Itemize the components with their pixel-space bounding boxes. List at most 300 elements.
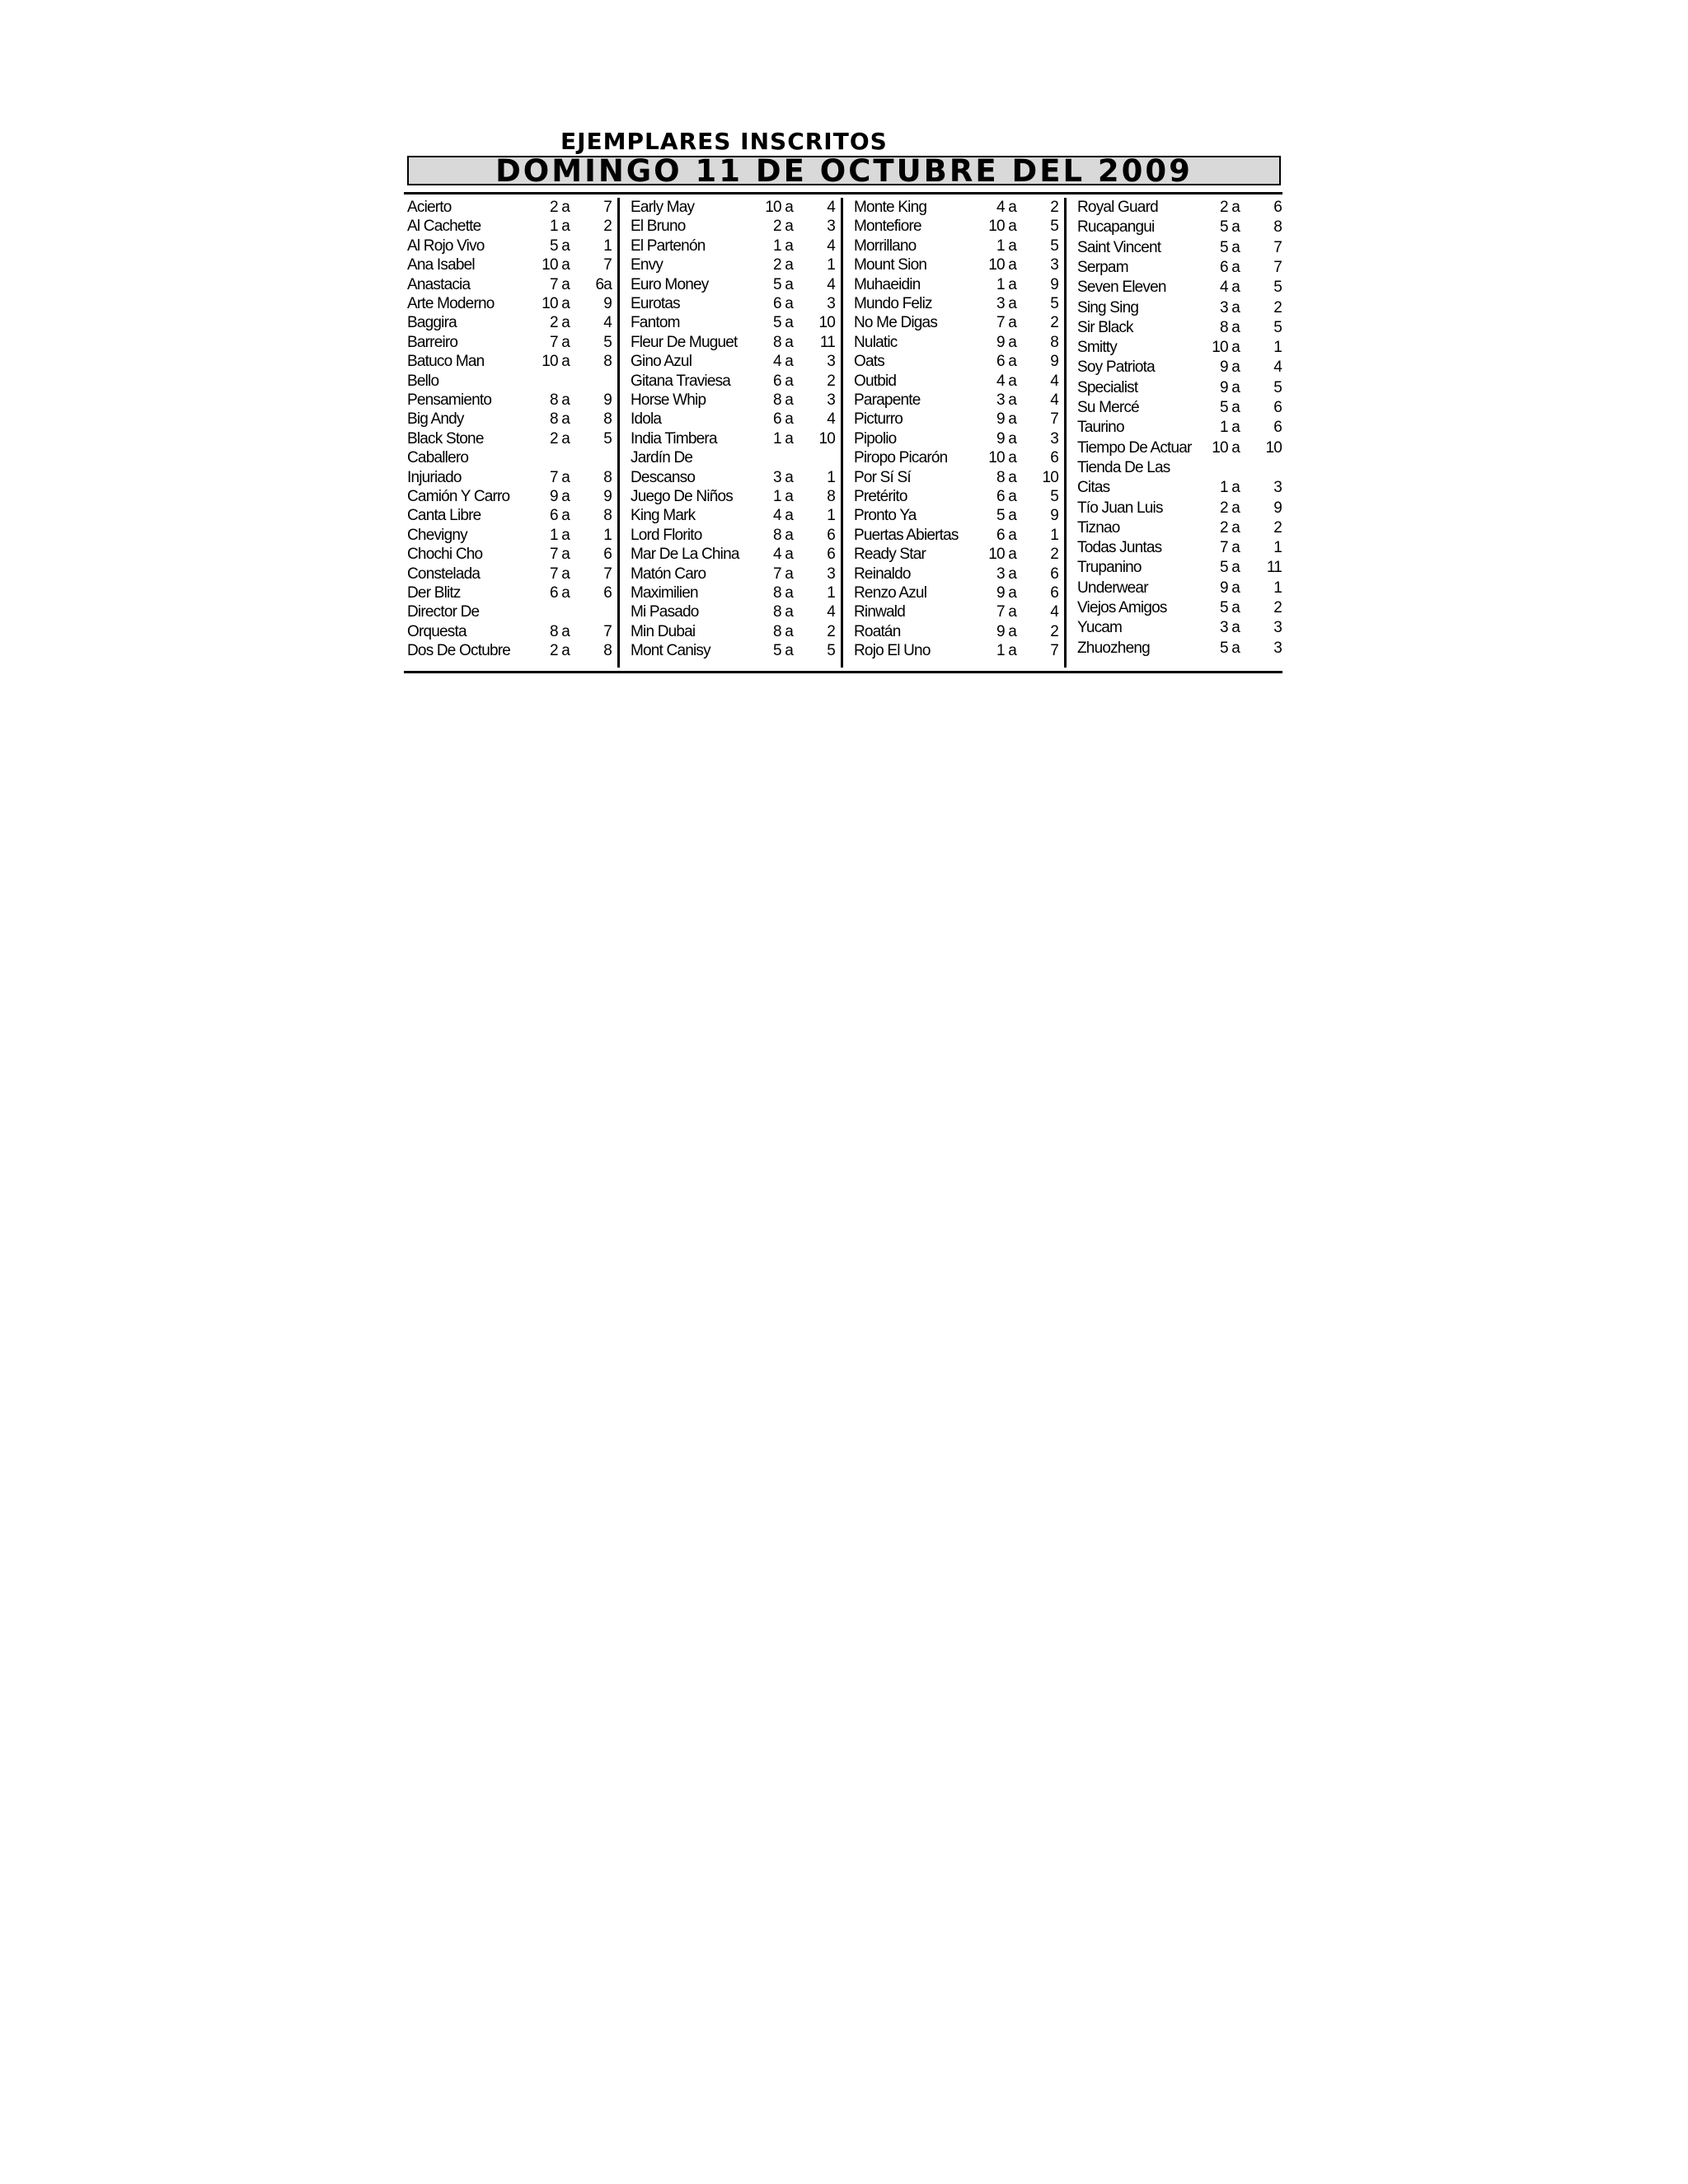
odds: 6 a	[1219, 258, 1240, 276]
entry-row	[854, 352, 1060, 371]
post-number: 8	[1050, 333, 1058, 351]
entry-row	[854, 583, 1060, 602]
odds: 5 a	[1219, 559, 1240, 577]
horse-name: Ready Star	[854, 546, 926, 564]
entry-row	[631, 622, 837, 641]
horse-name: Viejos Amigos	[1077, 599, 1167, 616]
odds: 6 a	[549, 584, 570, 602]
horse-name: Jardín De	[631, 449, 693, 467]
post-number: 7	[603, 622, 612, 640]
horse-name: Yucam	[1077, 619, 1123, 637]
horse-name: Todas Juntas	[1077, 539, 1162, 557]
horse-name: Por Sí Sí	[854, 468, 911, 486]
post-number: 9	[603, 391, 612, 409]
entry-row	[1077, 378, 1283, 397]
odds: 7 a	[549, 275, 570, 293]
entry-row	[1077, 418, 1283, 437]
odds: 8 a	[772, 391, 793, 409]
post-number: 3	[1273, 479, 1282, 497]
odds: 10 a	[542, 353, 570, 371]
horse-name: Tiempo De Actuar	[1077, 438, 1192, 457]
entry-row	[407, 526, 613, 545]
odds: 9 a	[549, 488, 570, 505]
post-number: 10	[818, 429, 835, 448]
odds: 3 a	[1219, 619, 1240, 637]
odds: 5 a	[772, 314, 793, 332]
odds: 8 a	[772, 622, 793, 640]
entry-row	[1077, 398, 1283, 417]
post-number: 5	[1050, 218, 1058, 236]
entry-row	[854, 487, 1060, 506]
horse-name: Mont Canisy	[631, 642, 710, 660]
odds: 8 a	[549, 410, 570, 429]
odds: 2 a	[772, 218, 793, 236]
post-number: 2	[1273, 518, 1282, 537]
entry-row	[407, 294, 613, 313]
post-number: 9	[1050, 507, 1058, 525]
odds: 9 a	[1219, 378, 1240, 396]
odds: 4 a	[1219, 279, 1240, 297]
horse-name: Fleur De Muguet	[631, 333, 738, 351]
horse-name: Mount Sion	[854, 256, 927, 274]
post-number: 6	[827, 546, 835, 564]
horse-name: Reinaldo	[854, 565, 911, 583]
post-number: 3	[1050, 429, 1058, 448]
horse-name: Piropo Picarón	[854, 449, 948, 467]
post-number: 4	[1050, 603, 1058, 621]
post-number: 1	[1273, 539, 1282, 557]
odds: 5 a	[549, 237, 570, 255]
horse-name: Oats	[854, 353, 884, 371]
post-number: 1	[603, 237, 612, 255]
horse-name: Roatán	[854, 622, 901, 640]
section-subtitle: EJEMPLARES INSCRITOS	[560, 128, 888, 155]
horse-name: Fantom	[631, 314, 680, 332]
post-number: 4	[827, 237, 835, 255]
post-number: 6	[1050, 584, 1058, 602]
horse-name: Taurino	[1077, 419, 1124, 437]
horse-name: Monte King	[854, 199, 927, 216]
post-number: 6	[603, 546, 612, 564]
post-number: 6a	[595, 275, 612, 293]
entry-row	[854, 602, 1060, 621]
post-number: 1	[1273, 339, 1282, 357]
entry-row	[1077, 318, 1283, 337]
horse-name: Lord Florito	[631, 526, 702, 544]
bottom-rule	[404, 671, 1282, 673]
odds: 8 a	[772, 603, 793, 621]
odds: 5 a	[772, 642, 793, 660]
entry-row	[1077, 218, 1283, 237]
odds: 9 a	[996, 429, 1016, 448]
horse-name: Su Mercé	[1077, 399, 1139, 416]
horse-name: Chevigny	[407, 526, 467, 544]
entry-row	[631, 487, 837, 506]
horse-name: Eurotas	[631, 295, 680, 312]
horse-name: Idola	[631, 410, 662, 429]
entry-row	[631, 583, 837, 602]
odds: 3 a	[1219, 298, 1240, 316]
post-number: 8	[603, 507, 612, 525]
post-number: 2	[827, 372, 835, 390]
entry-row	[854, 217, 1060, 236]
entry-row	[854, 410, 1060, 429]
horse-name: Muhaeidin	[854, 275, 921, 293]
entry-row	[631, 313, 837, 332]
odds: 6 a	[996, 526, 1016, 544]
horse-name: Canta Libre	[407, 507, 481, 525]
post-number: 7	[1050, 410, 1058, 429]
odds: 8 a	[772, 333, 793, 351]
entry-row	[1077, 258, 1283, 277]
entry-row	[407, 429, 613, 448]
entry-row	[854, 565, 1060, 583]
odds: 2 a	[1219, 518, 1240, 537]
horse-name: Orquesta	[407, 622, 467, 640]
odds: 10 a	[765, 199, 793, 216]
horse-name: Black Stone	[407, 429, 484, 448]
horse-name: Sir Black	[1077, 318, 1133, 336]
entry-row	[407, 255, 613, 274]
entry-row	[407, 275, 613, 294]
post-number: 4	[827, 275, 835, 293]
odds: 9 a	[1219, 359, 1240, 377]
post-number: 4	[1050, 372, 1058, 390]
post-number: 3	[827, 218, 835, 236]
post-number: 3	[827, 353, 835, 371]
odds: 7 a	[549, 468, 570, 486]
post-number: 6	[1050, 565, 1058, 583]
post-number: 7	[1273, 238, 1282, 256]
horse-name: Rucapangui	[1077, 218, 1155, 237]
odds: 10 a	[542, 295, 570, 312]
horse-name: Smitty	[1077, 339, 1117, 357]
entry-row	[631, 468, 837, 487]
horse-name: Specialist	[1077, 378, 1138, 396]
post-number: 5	[1273, 279, 1282, 297]
entry-row	[631, 506, 837, 525]
odds: 10 a	[1212, 438, 1240, 457]
post-number: 8	[603, 642, 612, 660]
horse-name: Tienda De Las	[1077, 458, 1170, 476]
odds: 7 a	[772, 565, 793, 583]
horse-name: Nulatic	[854, 333, 898, 351]
post-number: 7	[1273, 258, 1282, 276]
horse-name: Euro Money	[631, 275, 709, 293]
post-number: 7	[603, 199, 612, 216]
entry-row	[631, 275, 837, 294]
post-number: 9	[1050, 353, 1058, 371]
horse-name: Batuco Man	[407, 353, 485, 371]
odds: 5 a	[1219, 218, 1240, 237]
horse-name: Rojo El Uno	[854, 642, 931, 660]
post-number: 2	[1273, 298, 1282, 316]
odds: 2 a	[772, 256, 793, 274]
odds: 1 a	[772, 488, 793, 505]
post-number: 1	[1273, 579, 1282, 597]
entry-row	[1077, 558, 1283, 577]
odds: 1 a	[549, 218, 570, 236]
horse-name: Maximilien	[631, 584, 698, 602]
horse-name: Zhuozheng	[1077, 639, 1150, 657]
entry-row	[854, 429, 1060, 448]
horse-name: Morrillano	[854, 237, 917, 255]
entry-row	[854, 198, 1060, 217]
entry-row	[1077, 579, 1283, 598]
entry-row	[854, 448, 1060, 467]
post-number: 2	[603, 218, 612, 236]
post-number: 10	[1042, 468, 1058, 486]
horse-name: Sing Sing	[1077, 298, 1139, 316]
odds: 2 a	[549, 199, 570, 216]
entry-row	[631, 526, 837, 545]
entry-row	[854, 237, 1060, 255]
post-number: 5	[1273, 378, 1282, 396]
entry-row	[407, 410, 613, 429]
post-number: 9	[1050, 275, 1058, 293]
horse-name: Gino Azul	[631, 353, 692, 371]
odds: 10 a	[988, 546, 1016, 564]
odds: 2 a	[1219, 199, 1240, 216]
odds: 10 a	[988, 256, 1016, 274]
entry-row	[631, 545, 837, 564]
horse-name: Tiznao	[1077, 518, 1120, 537]
entry-row	[631, 237, 837, 255]
odds: 8 a	[549, 622, 570, 640]
entry-row	[631, 391, 837, 410]
post-number: 1	[827, 584, 835, 602]
odds: 5 a	[996, 507, 1016, 525]
entry-row	[854, 333, 1060, 352]
post-number: 7	[603, 565, 612, 583]
horse-name: Trupanino	[1077, 559, 1142, 577]
odds: 1 a	[996, 275, 1016, 293]
entry-row	[407, 333, 613, 352]
odds: 3 a	[772, 468, 793, 486]
horse-name: India Timbera	[631, 429, 717, 448]
post-number: 5	[1050, 488, 1058, 505]
entry-row	[407, 391, 613, 410]
post-number: 5	[827, 642, 835, 660]
entry-row	[854, 391, 1060, 410]
post-number: 3	[1273, 619, 1282, 637]
post-number: 6	[1273, 199, 1282, 216]
entry-row	[1077, 478, 1283, 497]
entry-row	[407, 217, 613, 236]
post-number: 6	[603, 584, 612, 602]
entry-row	[407, 468, 613, 487]
post-number: 3	[827, 295, 835, 312]
top-rule	[404, 192, 1282, 194]
post-number: 5	[603, 429, 612, 448]
odds: 9 a	[996, 410, 1016, 429]
horse-name: King Mark	[631, 507, 696, 525]
post-number: 1	[827, 468, 835, 486]
odds: 7 a	[996, 314, 1016, 332]
post-number: 10	[818, 314, 835, 332]
horse-name: Pensamiento	[407, 391, 492, 409]
post-number: 8	[827, 488, 835, 505]
entry-row	[854, 622, 1060, 641]
column-divider	[1064, 198, 1067, 668]
post-number: 9	[1273, 499, 1282, 517]
odds: 9 a	[996, 333, 1016, 351]
entry-row	[1077, 198, 1283, 217]
entry-row	[854, 526, 1060, 545]
post-number: 5	[1050, 237, 1058, 255]
post-number: 4	[1050, 391, 1058, 409]
post-number: 9	[603, 295, 612, 312]
horse-name: Mar De La China	[631, 546, 739, 564]
horse-name: Early May	[631, 199, 695, 216]
odds: 8 a	[772, 526, 793, 544]
odds: 7 a	[549, 546, 570, 564]
post-number: 5	[603, 333, 612, 351]
post-number: 8	[603, 353, 612, 371]
entry-row	[1077, 358, 1283, 377]
entry-row	[631, 294, 837, 313]
entry-row	[407, 448, 613, 467]
entry-row	[854, 255, 1060, 274]
horse-name: Big Andy	[407, 410, 464, 429]
page-title: DOMINGO 11 DE OCTUBRE DEL 2009	[495, 153, 1193, 189]
entry-row	[631, 602, 837, 621]
horse-name: Al Rojo Vivo	[407, 237, 485, 255]
odds: 8 a	[996, 468, 1016, 486]
odds: 8 a	[1219, 318, 1240, 336]
horse-name: Citas	[1077, 479, 1110, 497]
entry-row	[1077, 598, 1283, 617]
odds: 1 a	[1219, 479, 1240, 497]
horse-name: Puertas Abiertas	[854, 526, 959, 544]
post-number: 7	[603, 256, 612, 274]
post-number: 5	[1273, 318, 1282, 336]
horse-name: No Me Digas	[854, 314, 938, 332]
horse-name: Tío Juan Luis	[1077, 499, 1163, 517]
post-number: 2	[827, 622, 835, 640]
horse-name: Picturro	[854, 410, 903, 429]
odds: 1 a	[996, 237, 1016, 255]
horse-name: Saint Vincent	[1077, 238, 1161, 256]
odds: 7 a	[1219, 539, 1240, 557]
horse-name: Min Dubai	[631, 622, 696, 640]
horse-name: Bello	[407, 372, 439, 390]
entry-row	[854, 294, 1060, 313]
odds: 1 a	[996, 642, 1016, 660]
horse-name: Underwear	[1077, 579, 1148, 597]
post-number: 2	[1050, 622, 1058, 640]
entry-row	[407, 237, 613, 255]
post-number: 3	[1050, 256, 1058, 274]
horse-name: Mundo Feliz	[854, 295, 932, 312]
odds: 2 a	[549, 314, 570, 332]
odds: 3 a	[996, 295, 1016, 312]
entry-row	[1077, 298, 1283, 317]
odds: 5 a	[1219, 599, 1240, 616]
entry-row	[1077, 338, 1283, 357]
horse-name: Montefiore	[854, 218, 921, 236]
odds: 3 a	[996, 391, 1016, 409]
odds: 9 a	[996, 622, 1016, 640]
horse-name: Arte Moderno	[407, 295, 495, 312]
post-number: 4	[827, 410, 835, 429]
post-number: 4	[827, 603, 835, 621]
entry-row	[1077, 278, 1283, 297]
post-number: 6	[1273, 399, 1282, 416]
entry-row	[407, 641, 613, 660]
horse-name: Gitana Traviesa	[631, 372, 731, 390]
odds: 8 a	[549, 391, 570, 409]
post-number: 6	[827, 526, 835, 544]
horse-name: Matón Caro	[631, 565, 706, 583]
entry-row	[631, 429, 837, 448]
horse-name: Envy	[631, 256, 663, 274]
odds: 7 a	[996, 603, 1016, 621]
post-number: 1	[827, 507, 835, 525]
odds: 6 a	[772, 410, 793, 429]
entry-row	[631, 410, 837, 429]
entry-row	[854, 468, 1060, 487]
odds: 7 a	[549, 565, 570, 583]
post-number: 8	[603, 410, 612, 429]
odds: 6 a	[772, 372, 793, 390]
entry-row	[631, 641, 837, 660]
entry-row	[854, 641, 1060, 660]
entry-row	[407, 313, 613, 332]
entry-row	[407, 372, 613, 391]
entry-row	[631, 217, 837, 236]
post-number: 3	[1273, 639, 1282, 657]
column-divider	[617, 198, 620, 668]
post-number: 5	[1050, 295, 1058, 312]
horse-name: Mi Pasado	[631, 603, 699, 621]
post-number: 11	[819, 333, 835, 351]
entry-row	[407, 506, 613, 525]
horse-name: Dos De Octubre	[407, 642, 511, 660]
entry-row	[1077, 499, 1283, 518]
entry-row	[1077, 538, 1283, 557]
odds: 10 a	[542, 256, 570, 274]
odds: 10 a	[1212, 339, 1240, 357]
entry-row	[631, 352, 837, 371]
title-banner	[407, 153, 1281, 189]
horse-name: Constelada	[407, 565, 481, 583]
entry-row	[631, 255, 837, 274]
odds: 4 a	[996, 199, 1016, 216]
horse-name: Descanso	[631, 468, 696, 486]
odds: 3 a	[996, 565, 1016, 583]
column-divider	[841, 198, 843, 668]
post-number: 6	[1273, 419, 1282, 437]
odds: 5 a	[1219, 639, 1240, 657]
odds: 2 a	[1219, 499, 1240, 517]
odds: 8 a	[772, 584, 793, 602]
horse-name: Der Blitz	[407, 584, 461, 602]
post-number: 11	[1266, 559, 1282, 577]
odds: 4 a	[996, 372, 1016, 390]
odds: 5 a	[1219, 399, 1240, 416]
horse-name: Acierto	[407, 199, 452, 216]
horse-name: Ana Isabel	[407, 256, 475, 274]
odds: 4 a	[772, 353, 793, 371]
horse-name: Caballero	[407, 449, 469, 467]
horse-name: Director De	[407, 603, 480, 621]
horse-name: Barreiro	[407, 333, 458, 351]
entry-row	[631, 448, 837, 467]
entry-row	[854, 275, 1060, 294]
horse-name: El Partenón	[631, 237, 706, 255]
odds: 1 a	[549, 526, 570, 544]
